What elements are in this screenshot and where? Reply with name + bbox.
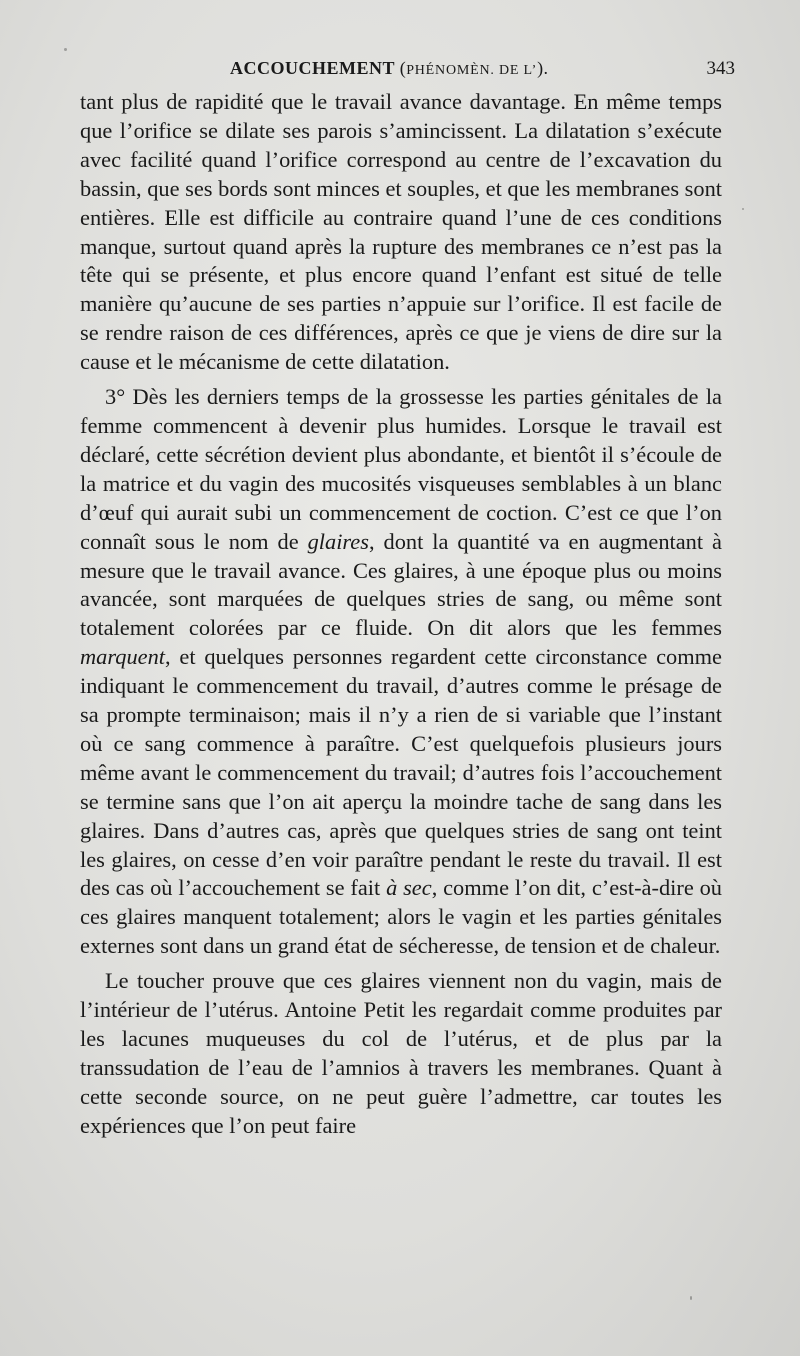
running-title-main: ACCOUCHEMENT (230, 58, 395, 78)
paper-speck (690, 1296, 692, 1300)
paper-speck (742, 208, 744, 210)
running-title-open-paren: ( (399, 58, 407, 78)
term-a-sec: à sec (386, 875, 432, 901)
paragraph-glaires-part-2: , dont la quantité va en augmentant à mesure que le travail avance. Ces glaires, à une époque plus ou moins avancée, sont marquées de quelques stries de sang, ou même sont totalement colorées par ce fluide. On dit alors que les femmes (80, 528, 722, 641)
page-number: 343 (706, 58, 735, 79)
term-glaires: glaires (307, 528, 369, 554)
paragraph-glaires-part-4: , comme l’on dit, c’est-à-dire où ces glaires manquent totalement; alors le vagin et les parties génitales externes sont dans un grand état de sécheresse, de tension et de chaleur. (80, 875, 722, 959)
paragraph-glaires (80, 383, 722, 961)
running-title-sub: PHÉNOMÈN. DE L’ (406, 63, 538, 78)
paragraph-continued: tant plus de rapidité que le travail avance davantage. En même temps que l’orifice se dilate ses parois s’amincissent. La dilatation s’exécute avec facilité quand l’orifice correspond au centre de l’excavation du bassin, que ses bords sont minces et souples, et que les membranes sont entières. Elle est difficile au contraire quand l’une de ces conditions manque, surtout quand après la rupture des membranes ce n’est pas la tête qui se présente, et plus encore quand l’enfant est situé de telle manière qu’aucune de ses parties n’appuie sur l’orifice. Il est facile de se rendre raison de ces différences, après ce que je viens de dire sur la cause et le mécanisme de cette dilatation. (80, 89, 722, 375)
running-title-close-paren: ). (537, 58, 549, 78)
running-title (230, 58, 549, 79)
page-header (80, 58, 735, 88)
paragraph-glaires-part-1: 3° Dès les derniers temps de la grossesse les parties génitales de la femme commencent à devenir plus humides. Lorsque le travail est déclaré, cette sécrétion devient plus abondante, et bientôt il s’écoule de la matrice et du vagin des mucosités visqueuses semblables à un blanc d’œuf qui aurait subi un commencement de coction. C’est ce que l’on connaît sous le nom de (80, 384, 722, 554)
paper-speck (64, 48, 67, 51)
term-marquent: marquent (80, 644, 165, 670)
paragraph-glaires-part-3: , et quelques personnes regardent cette circonstance comme indiquant le commencement du travail, d’autres comme le présage de sa prompte terminaison; mais il n’y a rien de si variable que l’instant où ce sang commence à paraître. C’est quelquefois plusieurs jours même avant le commencement du travail; d’autres fois l’accouchement se termine sans que l’on ait aperçu la moindre tache de sang dans les glaires. Dans d’autres cas, après que quelques stries de sang ont teint les glaires, on cesse d’en voir paraître pendant le reste du travail. Il est des cas où l’accouchement se fait (80, 644, 722, 901)
paragraph-toucher: Le toucher prouve que ces glaires viennent non du vagin, mais de l’intérieur de l’utérus. Antoine Petit les regardait comme produites par les lacunes muqueuses du col de l’utérus, et de plus par la transsudation de l’eau de l’amnios à travers les membranes. Quant à cette seconde source, on ne peut guère l’admettre, car toutes les expériences que l’on peut faire (80, 968, 722, 1138)
body-text (80, 88, 722, 1141)
